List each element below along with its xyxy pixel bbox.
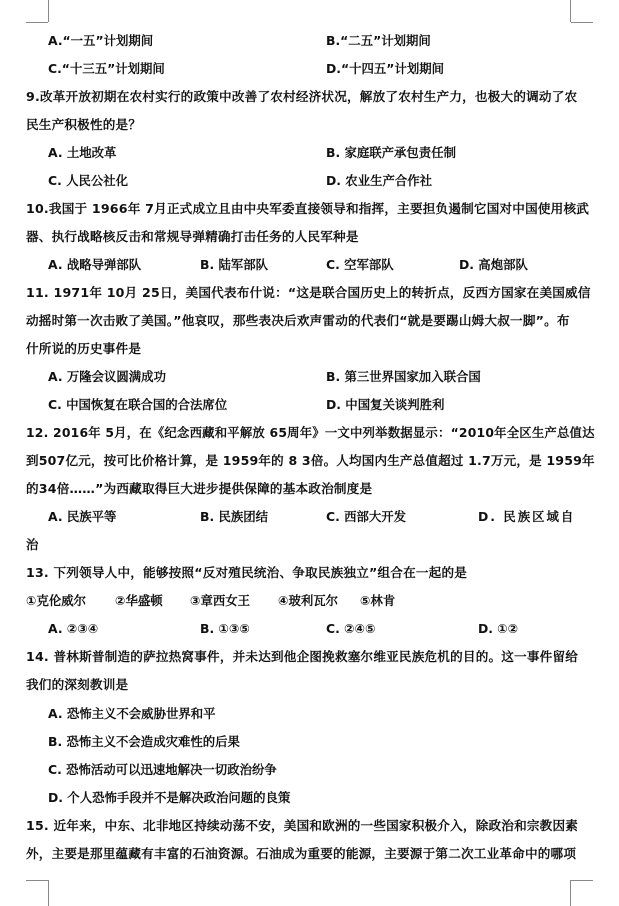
q13-option-d: D. ①②: [478, 621, 519, 636]
q11-option-d: D. 中国复关谈判胜利: [326, 397, 445, 412]
q10-option-a: A. 战略导弹部队: [48, 257, 142, 272]
q12-stem-line-3: 的34倍……”为西藏取得巨大进步提供保障的基本政治制度是: [26, 481, 373, 496]
q10-option-d: D. 高炮部队: [459, 257, 528, 272]
crop-mark-top-right-h: [571, 22, 593, 23]
q8-option-a: A.“一五”计划期间: [48, 33, 154, 48]
q11-option-c: C. 中国恢复在联合国的合法席位: [48, 397, 228, 412]
q8-option-c: C.“十三五”计划期间: [48, 61, 165, 76]
q12-option-a: A. 民族平等: [48, 509, 117, 524]
q9-option-c: C. 人民公社化: [48, 173, 129, 188]
q15-stem-line-1: 15. 近年来，中东、北非地区持续动荡不安，美国和欧洲的一些国家积极介入，除政治和宗教因素: [26, 818, 579, 833]
q13-person-1: ①克伦威尔: [26, 593, 87, 608]
q11-stem-line-3: 什所说的历史事件是: [26, 341, 142, 356]
q10-option-c: C. 空军部队: [326, 257, 394, 272]
q9-option-d: D. 农业生产合作社: [326, 173, 433, 188]
q12-stem-line-1: 12. 2016年 5月，在《纪念西藏和平解放 65周年》一文中列举数据显示：“2010年全区生产总值达: [26, 425, 595, 440]
q12-stem-line-2: 到507亿元，按可比价格计算，是 1959年的 8 3倍。人均国内生产总值超过 1.7万元，是 1959年: [26, 453, 595, 468]
crop-mark-bottom-right-h: [571, 880, 593, 881]
q15-stem-line-2: 外，主要是那里蕴藏有丰富的石油资源。石油成为重要的能源，主要源于第二次工业革命中的哪项: [26, 846, 577, 861]
q8-option-b: B.“二五”计划期间: [326, 33, 431, 48]
q11-option-b: B. 第三世界国家加入联合国: [326, 369, 481, 384]
q13-person-4: ④玻利瓦尔: [278, 593, 339, 608]
q14-stem-line-2: 我们的深刻教训是: [26, 677, 129, 692]
crop-mark-top-left-v: [48, 0, 49, 22]
q9-stem-line-1: 9.改革开放初期在农村实行的政策中改善了农村经济状况，解放了农村生产力，也极大的调动了农: [26, 89, 578, 104]
q9-option-b: B. 家庭联产承包责任制: [326, 145, 456, 160]
q12-option-c: C. 西部大开发: [326, 509, 407, 524]
q12-option-d-wrap: 治: [26, 537, 39, 552]
q14-option-b: B. 恐怖主义不会造成灾难性的后果: [48, 734, 240, 749]
q12-option-b: B. 民族团结: [200, 509, 269, 524]
crop-mark-bottom-left-v: [48, 880, 49, 906]
q11-stem-line-1: 11. 1971年 10月 25日，美国代表布什说：“这是联合国历史上的转折点，反西方国家在美国威信: [26, 285, 591, 300]
q9-stem-line-2: 民生产积极性的是？: [26, 117, 142, 132]
q13-option-a: A. ②③④: [48, 621, 99, 636]
q14-option-c: C. 恐怖活动可以迅速地解决一切政治纷争: [48, 762, 277, 777]
q13-person-2: ②华盛顿: [115, 593, 163, 608]
crop-mark-top-left-h: [26, 22, 48, 23]
crop-mark-bottom-right-v: [570, 880, 571, 906]
q10-option-b: B. 陆军部队: [200, 257, 269, 272]
q13-option-b: B. ①③⑤: [200, 621, 250, 636]
q13-person-3: ③章西女王: [190, 593, 251, 608]
q14-option-a: A. 恐怖主义不会威胁世界和平: [48, 706, 216, 721]
q10-stem-line-2: 器、执行战略核反击和常规导弹精确打击任务的人民军种是: [26, 229, 359, 244]
q14-stem-line-1: 14. 普林斯普制造的萨拉热窝事件，并未达到他企图挽救塞尔维亚民族危机的目的。这一事件留给: [26, 649, 579, 664]
q11-option-a: A. 万隆会议圆满成功: [48, 369, 166, 384]
q9-option-a: A. 土地改革: [48, 145, 117, 160]
crop-mark-top-right-v: [570, 0, 571, 22]
q14-option-d: D. 个人恐怖手段并不是解决政治问题的良策: [48, 790, 291, 805]
q13-option-c: C. ②④⑤: [326, 621, 376, 636]
q12-option-d: D. 民族区域自: [478, 509, 576, 524]
q11-stem-line-2: 动摇时第一次击败了美国。”他哀叹，那些表决后欢声雷动的代表们“就是要踢山姆大叔一脚”。布: [26, 313, 570, 328]
q8-option-d: D.“十四五”计划期间: [326, 61, 445, 76]
crop-mark-bottom-left-h: [26, 880, 48, 881]
q13-person-5: ⑤林肯: [360, 593, 396, 608]
q13-stem-line-1: 13. 下列领导人中，能够按照“反对殖民统治、争取民族独立”组合在一起的是: [26, 565, 468, 580]
q10-stem-line-1: 10.我国于 1966年 7月正式成立且由中央军委直接领导和指挥，主要担负遏制它国对中国使用核武: [26, 201, 590, 216]
